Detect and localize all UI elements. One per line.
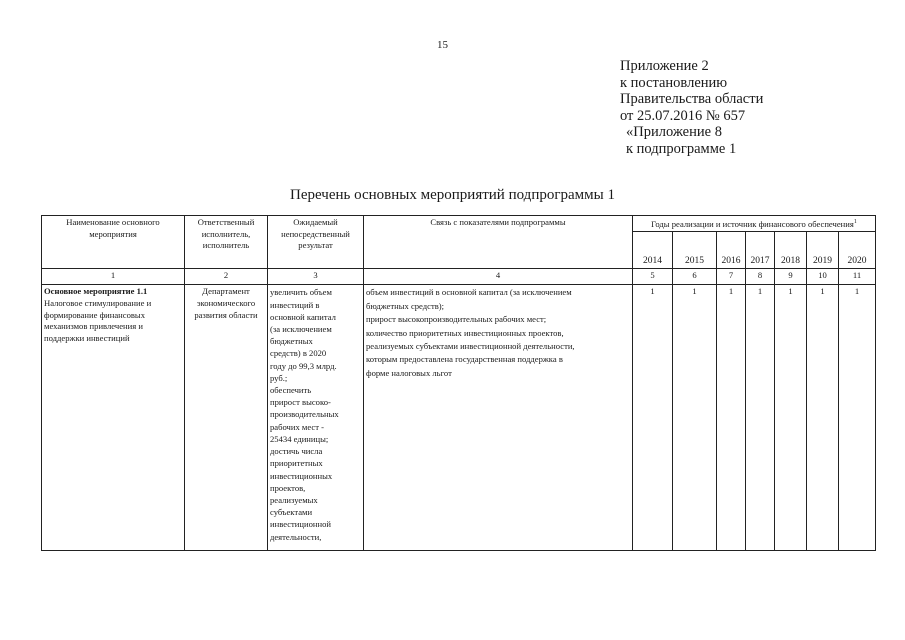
measure-text: Налоговое стимулирование и формирование финансовых механизмов привлечения и поддержки инвестиций — [44, 298, 152, 343]
measures-table — [41, 215, 876, 551]
result-line: 25434 единицы; — [270, 433, 329, 444]
result-line: реализуемых — [270, 494, 318, 505]
result-line: обеспечить — [270, 385, 312, 396]
column-number: 9 — [775, 269, 807, 285]
year-value-cell: 1 — [775, 285, 807, 551]
result-line: году до 99,3 млрд. — [270, 360, 337, 371]
result-line: инвестиционных — [270, 470, 333, 481]
column-number: 2 — [185, 269, 268, 285]
indicator-line: количество приоритетных инвестиционных проектов, — [366, 327, 564, 338]
appendix-block — [620, 58, 763, 158]
year-value-cell: 1 — [673, 285, 717, 551]
result-line: производительных — [270, 409, 339, 420]
column-number: 10 — [807, 269, 839, 285]
executor-cell: Департамент экономического развития области — [185, 285, 268, 551]
header-indicators: Связь с показателями подпрограммы — [364, 216, 633, 269]
indicators-cell — [364, 285, 633, 551]
year-cell: 2018 — [775, 232, 807, 269]
result-line: деятельности, — [270, 531, 322, 542]
year-value-cell: 1 — [717, 285, 746, 551]
year-cell: 2014 — [633, 232, 673, 269]
year-value-cell: 1 — [746, 285, 775, 551]
result-line: рабочих мест - — [270, 421, 324, 432]
year-cell: 2020 — [839, 232, 876, 269]
appendix-line: к подпрограмме 1 — [626, 140, 737, 157]
header-years-group-text: Годы реализации и источник финансового обеспечения — [651, 218, 854, 229]
column-number: 6 — [673, 269, 717, 285]
result-line: руб.; — [270, 372, 288, 383]
indicator-line: форме налоговых льгот — [366, 367, 452, 378]
result-line: бюджетных — [270, 336, 313, 347]
result-line: проектов, — [270, 482, 306, 493]
header-footnote: 1 — [853, 219, 857, 225]
column-number: 3 — [268, 269, 364, 285]
appendix-line: к постановлению — [620, 74, 728, 91]
page-number: 15 — [437, 39, 448, 51]
result-line: увеличить объем — [270, 287, 332, 298]
header-years-group — [633, 216, 876, 232]
result-cell — [268, 285, 364, 551]
column-number-row — [42, 269, 876, 285]
column-number: 11 — [839, 269, 876, 285]
appendix-line: от 25.07.2016 № 657 — [620, 107, 746, 124]
year-value-cell: 1 — [807, 285, 839, 551]
column-number: 7 — [717, 269, 746, 285]
result-line: средств) в 2020 — [270, 348, 327, 359]
column-number: 8 — [746, 269, 775, 285]
document-title: Перечень основных мероприятий подпрограммы 1 — [290, 187, 615, 203]
appendix-line: Правительства области — [620, 91, 764, 108]
year-value-cell: 1 — [839, 285, 876, 551]
result-line: основной капитал — [270, 311, 336, 322]
year-cell: 2019 — [807, 232, 839, 269]
result-line: инвестиций в — [270, 299, 320, 310]
header-row — [42, 216, 876, 232]
indicator-line: объем инвестиций в основной капитал (за исключением — [366, 287, 572, 298]
indicator-line: реализуемых субъектами инвестиционной деятельности, — [366, 341, 575, 352]
year-cell: 2016 — [717, 232, 746, 269]
column-number: 1 — [42, 269, 185, 285]
measure-cell — [42, 285, 185, 551]
appendix-line: «Приложение 8 — [626, 124, 722, 141]
year-value-cell: 1 — [633, 285, 673, 551]
appendix-line: Приложение 2 — [620, 58, 709, 74]
measure-title: Основное мероприятие 1.1 — [44, 286, 148, 297]
year-cell: 2015 — [673, 232, 717, 269]
header-result: Ожидаемый непосредственный результат — [268, 216, 364, 269]
indicator-line: бюджетных средств); — [366, 300, 445, 311]
indicator-line: которым предоставлена государственная поддержка в — [366, 354, 563, 365]
header-executor: Ответственный исполнитель, исполнитель — [185, 216, 268, 269]
result-line: инвестиционной — [270, 519, 331, 530]
result-line: приоритетных — [270, 458, 323, 469]
result-line: достичь числа — [270, 446, 323, 457]
result-line: (за исключением — [270, 324, 332, 335]
table-row — [42, 285, 876, 551]
year-cell: 2017 — [746, 232, 775, 269]
indicator-line: прирост высокопроизводительных рабочих мест; — [366, 314, 547, 325]
column-number: 5 — [633, 269, 673, 285]
column-number: 4 — [364, 269, 633, 285]
result-line: прирост высоко- — [270, 397, 331, 408]
header-measure: Наименование основного мероприятия — [42, 216, 185, 269]
result-line: субъектами — [270, 507, 313, 518]
